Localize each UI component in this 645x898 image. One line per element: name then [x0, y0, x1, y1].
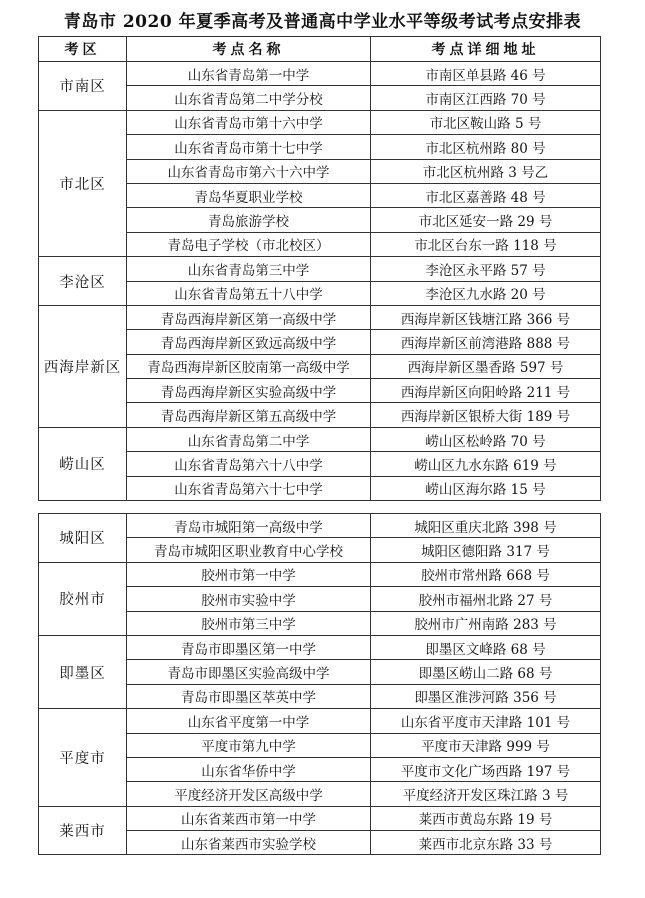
site-address-cell: 胶州市福州北路 27 号 — [371, 587, 601, 611]
site-address-cell: 平度市文化广场西路 197 号 — [371, 757, 601, 781]
site-name-cell: 山东省莱西市实验学校 — [127, 831, 371, 855]
district-cell: 即墨区 — [39, 635, 127, 708]
site-address-cell: 市北区嘉善路 48 号 — [371, 183, 601, 207]
site-address-cell: 城阳区重庆北路 398 号 — [371, 514, 601, 538]
site-name-cell: 山东省青岛市第六十六中学 — [127, 159, 371, 183]
site-name-cell: 青岛市城阳区职业教育中心学校 — [127, 538, 371, 562]
district-cell: 市北区 — [39, 110, 127, 256]
site-name-cell: 胶州市第三中学 — [127, 611, 371, 635]
site-address-cell: 胶州市常州路 668 号 — [371, 562, 601, 586]
site-name-cell: 山东省青岛市第十六中学 — [127, 110, 371, 134]
site-address-cell: 即墨区崂山二路 68 号 — [371, 660, 601, 684]
district-cell: 平度市 — [39, 709, 127, 807]
site-name-cell: 青岛市即墨区萃英中学 — [127, 684, 371, 708]
site-name-cell: 山东省青岛第六十七中学 — [127, 476, 371, 500]
site-name-cell: 山东省青岛第六十八中学 — [127, 452, 371, 476]
table-row — [39, 562, 601, 586]
site-name-cell: 青岛西海岸新区致远高级中学 — [127, 330, 371, 354]
table-header-row — [39, 37, 601, 62]
header-address: 考点详细地址 — [371, 37, 601, 62]
site-address-cell: 平度经济开发区珠江路 3 号 — [371, 782, 601, 806]
table-row — [39, 709, 601, 733]
site-name-cell: 山东省青岛市第十七中学 — [127, 135, 371, 159]
site-address-cell: 市北区杭州路 80 号 — [371, 135, 601, 159]
site-name-cell: 山东省青岛第五十八中学 — [127, 281, 371, 305]
site-address-cell: 西海岸新区墨香路 597 号 — [371, 354, 601, 378]
header-site-name: 考点名称 — [127, 37, 371, 62]
site-name-cell: 青岛市城阳第一高级中学 — [127, 514, 371, 538]
site-name-cell: 山东省华侨中学 — [127, 757, 371, 781]
site-name-cell: 青岛西海岸新区第一高级中学 — [127, 305, 371, 329]
header-district: 考区 — [39, 37, 127, 62]
site-address-cell: 西海岸新区银桥大街 189 号 — [371, 403, 601, 427]
site-name-cell: 青岛电子学校（市北校区） — [127, 232, 371, 256]
table-row — [39, 427, 601, 451]
site-address-cell: 莱西市黄岛东路 19 号 — [371, 806, 601, 830]
site-name-cell: 山东省平度第一中学 — [127, 709, 371, 733]
site-address-cell: 西海岸新区前湾港路 888 号 — [371, 330, 601, 354]
site-name-cell: 山东省青岛第三中学 — [127, 257, 371, 281]
site-name-cell: 平度市第九中学 — [127, 733, 371, 757]
site-address-cell: 即墨区文峰路 68 号 — [371, 635, 601, 659]
site-address-cell: 李沧区永平路 57 号 — [371, 257, 601, 281]
exam-site-table-part-1 — [38, 36, 601, 501]
district-cell: 城阳区 — [39, 514, 127, 563]
site-address-cell: 莱西市北京东路 33 号 — [371, 831, 601, 855]
site-name-cell: 胶州市第一中学 — [127, 562, 371, 586]
site-name-cell: 青岛西海岸新区第五高级中学 — [127, 403, 371, 427]
site-address-cell: 城阳区德阳路 317 号 — [371, 538, 601, 562]
site-address-cell: 平度市天津路 999 号 — [371, 733, 601, 757]
table-row — [39, 305, 601, 329]
site-address-cell: 崂山区九水东路 619 号 — [371, 452, 601, 476]
site-address-cell: 市北区延安一路 29 号 — [371, 208, 601, 232]
district-cell: 市南区 — [39, 62, 127, 111]
site-name-cell: 青岛市即墨区实验高级中学 — [127, 660, 371, 684]
site-name-cell: 胶州市实验中学 — [127, 587, 371, 611]
exam-site-table-part-2 — [38, 513, 601, 855]
site-address-cell: 市南区单县路 46 号 — [371, 62, 601, 86]
site-address-cell: 市北区杭州路 3 号乙 — [371, 159, 601, 183]
district-cell: 崂山区 — [39, 427, 127, 500]
district-cell: 莱西市 — [39, 806, 127, 855]
site-address-cell: 市北区鞍山路 5 号 — [371, 110, 601, 134]
site-address-cell: 市北区台东一路 118 号 — [371, 232, 601, 256]
site-address-cell: 李沧区九水路 20 号 — [371, 281, 601, 305]
site-address-cell: 崂山区松岭路 70 号 — [371, 427, 601, 451]
site-address-cell: 西海岸新区钱塘江路 366 号 — [371, 305, 601, 329]
district-cell: 李沧区 — [39, 257, 127, 306]
table-row — [39, 110, 601, 134]
site-address-cell: 西海岸新区向阳岭路 211 号 — [371, 379, 601, 403]
site-name-cell: 青岛华夏职业学校 — [127, 183, 371, 207]
table-row — [39, 514, 601, 538]
site-address-cell: 即墨区淮涉河路 356 号 — [371, 684, 601, 708]
site-address-cell: 山东省平度市天津路 101 号 — [371, 709, 601, 733]
site-address-cell: 崂山区海尔路 15 号 — [371, 476, 601, 500]
district-cell: 西海岸新区 — [39, 305, 127, 427]
site-address-cell: 市南区江西路 70 号 — [371, 86, 601, 110]
page-title: 青岛市 2020 年夏季高考及普通高中学业水平等级考试考点安排表 — [63, 12, 582, 32]
site-name-cell: 山东省青岛第二中学分校 — [127, 86, 371, 110]
site-name-cell: 青岛市即墨区第一中学 — [127, 635, 371, 659]
site-name-cell: 青岛西海岸新区胶南第一高级中学 — [127, 354, 371, 378]
table-row — [39, 257, 601, 281]
table-row — [39, 635, 601, 659]
table-row — [39, 62, 601, 86]
district-cell: 胶州市 — [39, 562, 127, 635]
site-name-cell: 山东省莱西市第一中学 — [127, 806, 371, 830]
table-row — [39, 806, 601, 830]
site-name-cell: 平度经济开发区高级中学 — [127, 782, 371, 806]
site-name-cell: 青岛西海岸新区实验高级中学 — [127, 379, 371, 403]
site-name-cell: 山东省青岛第一中学 — [127, 62, 371, 86]
site-address-cell: 胶州市广州南路 283 号 — [371, 611, 601, 635]
page-break-gap — [38, 505, 600, 513]
site-name-cell: 山东省青岛第二中学 — [127, 427, 371, 451]
site-name-cell: 青岛旅游学校 — [127, 208, 371, 232]
